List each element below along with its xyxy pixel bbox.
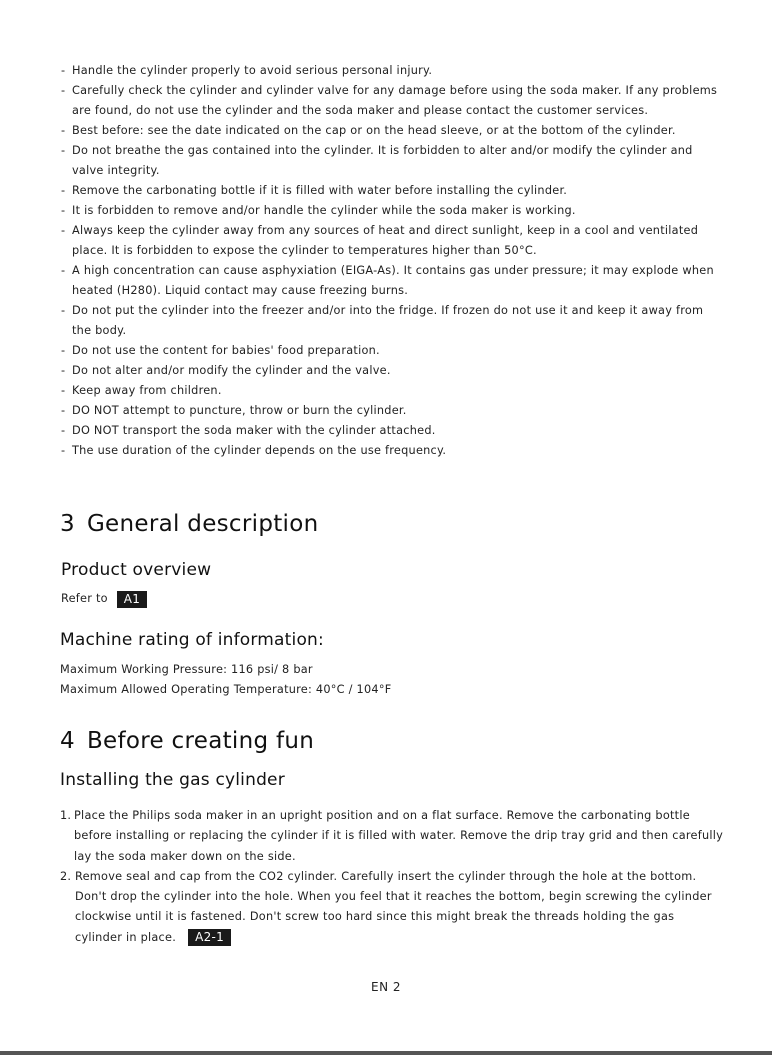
warning-text: A high concentration can cause asphyxiation (EIGA-As). It contains gas under pressure; it may explode when heated (H280). Liquid contact may cause freezing burns. [72, 264, 714, 297]
section-4-heading [60, 728, 314, 754]
section-number: 4 [60, 728, 75, 754]
warning-text: The use duration of the cylinder depends on the use frequency. [72, 444, 447, 457]
warning-text: Always keep the cylinder away from any sources of heat and direct sunlight, keep in a cool and ventilated place. It is forbidden to expose the cylinder to temperatures higher than 50°C. [72, 224, 699, 257]
warning-item [61, 181, 721, 201]
warning-text: It is forbidden to remove and/or handle the cylinder while the soda maker is working. [72, 204, 576, 217]
safety-warnings-list [61, 61, 721, 461]
warning-item [61, 301, 721, 341]
warning-item [61, 261, 721, 301]
step-item [60, 806, 725, 867]
warning-item [61, 141, 721, 181]
warning-text: Do not breathe the gas contained into the cylinder. It is forbidden to alter and/or modify the cylinder and valve integrity. [72, 144, 693, 177]
product-overview-heading: Product overview [61, 560, 212, 580]
step-number: 1. [60, 809, 72, 822]
warning-text: Remove the carbonating bottle if it is filled with water before installing the cylinder. [72, 184, 568, 197]
warning-text: Handle the cylinder properly to avoid serious personal injury. [72, 64, 433, 77]
warning-item [61, 401, 721, 421]
section-title: Before creating fun [86, 728, 315, 754]
bottom-divider [0, 1051, 772, 1055]
warning-text: Best before: see the date indicated on the cap or on the head sleeve, or at the bottom of the cylinder. [72, 124, 676, 137]
warning-item [61, 381, 721, 401]
refer-text: Refer to [61, 592, 108, 605]
step-text: Place the Philips soda maker in an upright position and on a flat surface. Remove the carbonating bottle before installing or replacing the cylinder if it is filled with water. Remove the drip tray grid and then carefully lay the soda maker down on the side. [74, 809, 724, 863]
page-number: EN 2 [370, 980, 401, 994]
machine-rating-heading: Machine rating of information: [60, 630, 324, 650]
warning-item [61, 221, 721, 261]
warning-text: DO NOT transport the soda maker with the cylinder attached. [72, 424, 436, 437]
figure-reference-tag: A1 [117, 591, 147, 608]
refer-line [61, 589, 147, 609]
step-number: 2. [60, 869, 72, 883]
warning-text: Do not use the content for babies' food preparation. [72, 344, 380, 357]
warning-item [61, 341, 721, 361]
section-3-heading [60, 511, 318, 537]
warning-item [61, 421, 721, 441]
warning-item [61, 61, 721, 81]
warning-text: Do not alter and/or modify the cylinder and the valve. [72, 364, 391, 377]
section-title: General description [86, 511, 319, 537]
step-text: Remove seal and cap from the CO2 cylinder. Carefully insert the cylinder through the hole at the bottom. Don't drop the cylinder into the hole. When you feel that it reaches the bottom, begin screwing the cylinder clockwise until it is fastened. Don't screw too hard since this might break the threads holding the gas cylinder in place. [75, 869, 712, 944]
step-item [60, 867, 725, 948]
section-number: 3 [60, 511, 75, 537]
max-temperature-text: Maximum Allowed Operating Temperature: 40°C / 104°F [60, 683, 392, 696]
install-cylinder-heading: Installing the gas cylinder [60, 770, 285, 790]
warning-text: Carefully check the cylinder and cylinder valve for any damage before using the soda maker. If any problems are found, do not use the cylinder and the soda maker and please contact the customer services. [72, 84, 718, 117]
warning-item [61, 361, 721, 381]
warning-item [61, 201, 721, 221]
warning-text: DO NOT attempt to puncture, throw or burn the cylinder. [72, 404, 407, 417]
warning-item [61, 81, 721, 121]
warning-item [61, 441, 721, 461]
warning-item [61, 121, 721, 141]
figure-reference-tag: A2-1 [188, 929, 231, 946]
max-pressure-text: Maximum Working Pressure: 116 psi/ 8 bar [60, 663, 313, 676]
warning-text: Keep away from children. [72, 384, 222, 397]
install-steps-list [60, 806, 725, 948]
warning-text: Do not put the cylinder into the freezer and/or into the fridge. If frozen do not use it and keep it away from the body. [72, 304, 704, 337]
